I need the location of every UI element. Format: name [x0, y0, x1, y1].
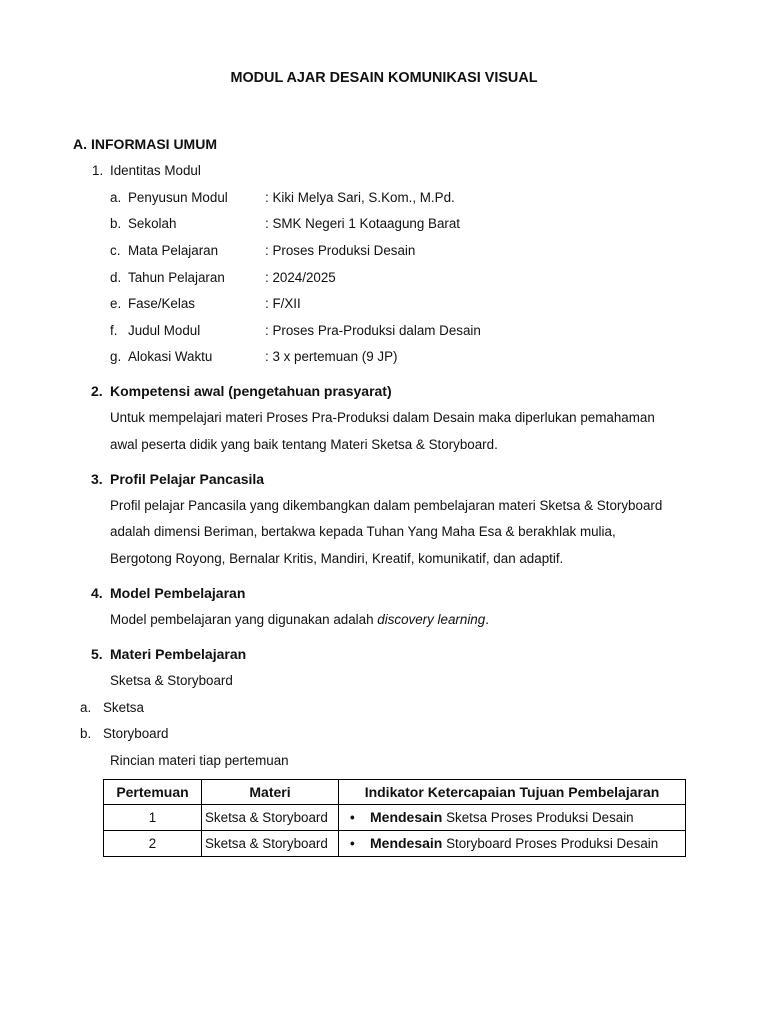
cell-indikator — [339, 805, 686, 831]
section-a-title: INFORMASI UMUM — [91, 136, 217, 152]
identitas-item-label: Sekolah — [128, 216, 177, 231]
identitas-item-letter: e. — [110, 296, 122, 311]
table-header-row — [104, 780, 686, 805]
cell-materi: Sketsa & Storyboard — [202, 831, 339, 857]
section-a-number: A. — [73, 136, 87, 152]
model-text-italic: discovery learning — [377, 612, 486, 627]
indikator-verb: Mendesain — [370, 835, 443, 852]
header-indikator: Indikator Ketercapaian Tujuan Pembelajaran — [339, 780, 686, 805]
indikator-verb: Mendesain — [370, 809, 443, 826]
model-number: 4. — [91, 585, 103, 601]
kompetensi-paragraph-line: awal peserta didik yang baik tentang Materi Sketsa & Storyboard. — [110, 437, 498, 452]
identitas-item-label: Alokasi Waktu — [128, 349, 213, 364]
identitas-item-value: : F/XII — [265, 296, 301, 311]
materi-number: 5. — [91, 646, 103, 662]
cell-materi: Sketsa & Storyboard — [202, 805, 339, 831]
identitas-item-value: : Proses Pra-Produksi dalam Desain — [265, 323, 481, 338]
identitas-number: 1. — [92, 163, 104, 178]
materi-list-letter: a. — [80, 700, 92, 715]
kompetensi-paragraph-line: Untuk mempelajari materi Proses Pra-Produksi dalam Desain maka diperlukan pemahaman — [110, 410, 655, 425]
identitas-item-letter: g. — [110, 349, 122, 364]
model-title: Model Pembelajaran — [110, 585, 246, 601]
materi-list-letter: b. — [80, 726, 92, 741]
identitas-item-value: : Proses Produksi Desain — [265, 243, 416, 258]
materi-title: Materi Pembelajaran — [110, 646, 247, 662]
rincian-table — [103, 779, 686, 857]
identitas-item-value: : 3 x pertemuan (9 JP) — [265, 349, 398, 364]
identitas-item-label: Judul Modul — [128, 323, 201, 338]
model-text-end: . — [485, 612, 489, 627]
profil-title: Profil Pelajar Pancasila — [110, 471, 265, 487]
materi-list-item: Storyboard — [103, 726, 169, 741]
table-row — [104, 805, 686, 831]
materi-list-item: Sketsa — [103, 700, 144, 715]
cell-indikator — [339, 831, 686, 857]
kompetensi-title: Kompetensi awal (pengetahuan prasyarat) — [110, 383, 392, 399]
identitas-item-letter: b. — [110, 216, 122, 231]
profil-paragraph-line: adalah dimensi Beriman, bertakwa kepada Tuhan Yang Maha Esa & berakhlak mulia, — [110, 524, 616, 539]
bullet-icon: • — [350, 836, 355, 852]
indikator-text: Storyboard Proses Produksi Desain — [442, 836, 659, 852]
identitas-item-label: Penyusun Modul — [128, 190, 228, 205]
indikator-text: Sketsa Proses Produksi Desain — [442, 810, 634, 826]
header-materi: Materi — [202, 780, 339, 805]
header-pertemuan: Pertemuan — [104, 780, 202, 805]
table-row — [104, 831, 686, 857]
identitas-item-letter: a. — [110, 190, 122, 205]
identitas-item-value: : 2024/2025 — [265, 270, 336, 285]
identitas-title: Identitas Modul — [110, 163, 201, 178]
kompetensi-number: 2. — [91, 383, 103, 399]
identitas-item-label: Fase/Kelas — [128, 296, 195, 311]
identitas-item-value: : Kiki Melya Sari, S.Kom., M.Pd. — [265, 190, 455, 205]
profil-paragraph-line: Bergotong Royong, Bernalar Kritis, Mandiri, Kreatif, komunikatif, dan adaptif. — [110, 551, 564, 566]
rincian-label: Rincian materi tiap pertemuan — [110, 753, 289, 768]
materi-subtitle: Sketsa & Storyboard — [110, 673, 233, 688]
profil-number: 3. — [91, 471, 103, 487]
document-title: MODUL AJAR DESAIN KOMUNIKASI VISUAL — [230, 70, 538, 86]
model-paragraph — [110, 613, 489, 626]
identitas-item-label: Tahun Pelajaran — [128, 270, 225, 285]
profil-paragraph-line: Profil pelajar Pancasila yang dikembangkan dalam pembelajaran materi Sketsa & Storyboard — [110, 498, 663, 513]
identitas-item-letter: f. — [110, 323, 118, 338]
model-text: Model pembelajaran yang digunakan adalah — [110, 612, 378, 627]
bullet-icon: • — [350, 810, 355, 826]
cell-pertemuan: 2 — [104, 831, 202, 857]
identitas-item-letter: c. — [110, 243, 121, 258]
identitas-item-value: : SMK Negeri 1 Kotaagung Barat — [265, 216, 461, 231]
cell-pertemuan: 1 — [104, 805, 202, 831]
identitas-item-label: Mata Pelajaran — [128, 243, 219, 258]
identitas-item-letter: d. — [110, 270, 122, 285]
